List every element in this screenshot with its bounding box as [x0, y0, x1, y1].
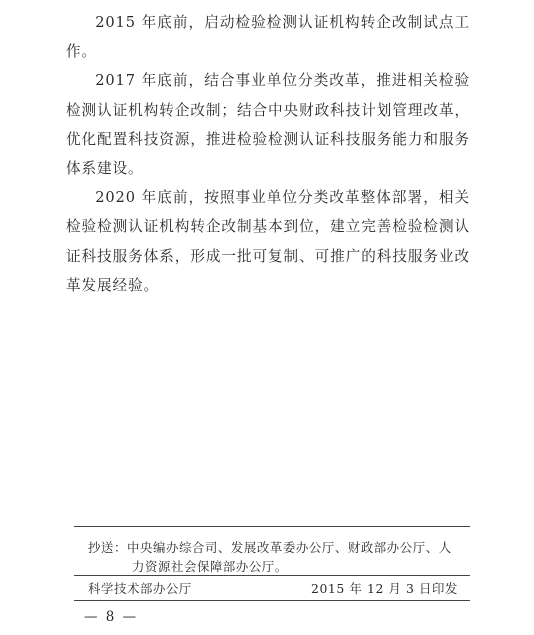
cc-label: 抄送： — [88, 540, 127, 555]
cc-line-1: 中央编办综合司、发展改革委办公厅、财政部办公厅、人 — [126, 540, 452, 555]
footer-middle-rule — [74, 575, 470, 576]
cc-line-2: 力资源社会保障部办公厅。 — [132, 559, 288, 574]
paragraph-2015: 2015 年底前，启动检验检测认证机构转企改制试点工作。 — [66, 14, 470, 61]
issue-date: 2015 年 12 月 3 日印发 — [310, 581, 458, 596]
paragraph-2020: 2020 年底前，按照事业单位分类改革整体部署，相关检验检测认证机构转企改制基本到位，建立完善检验检测认证科技服务体系，形成一批可复制、可推广的科技服务业改革发展经验。 — [66, 189, 470, 294]
page-number: — 8 — — [84, 609, 139, 625]
cc-block — [88, 538, 464, 576]
footer-top-rule — [74, 526, 470, 527]
body-text — [66, 8, 470, 300]
issuer-name: 科学技术部办公厅 — [88, 581, 192, 596]
issuer-row — [88, 580, 458, 598]
paragraph-2017: 2017 年底前，结合事业单位分类改革，推进相关检验检测认证机构转企改制；结合中央财政科技计划管理改革，优化配置科技资源，推进检验检测认证科技服务能力和服务体系建设。 — [66, 72, 470, 178]
footer-bottom-rule — [74, 600, 470, 601]
